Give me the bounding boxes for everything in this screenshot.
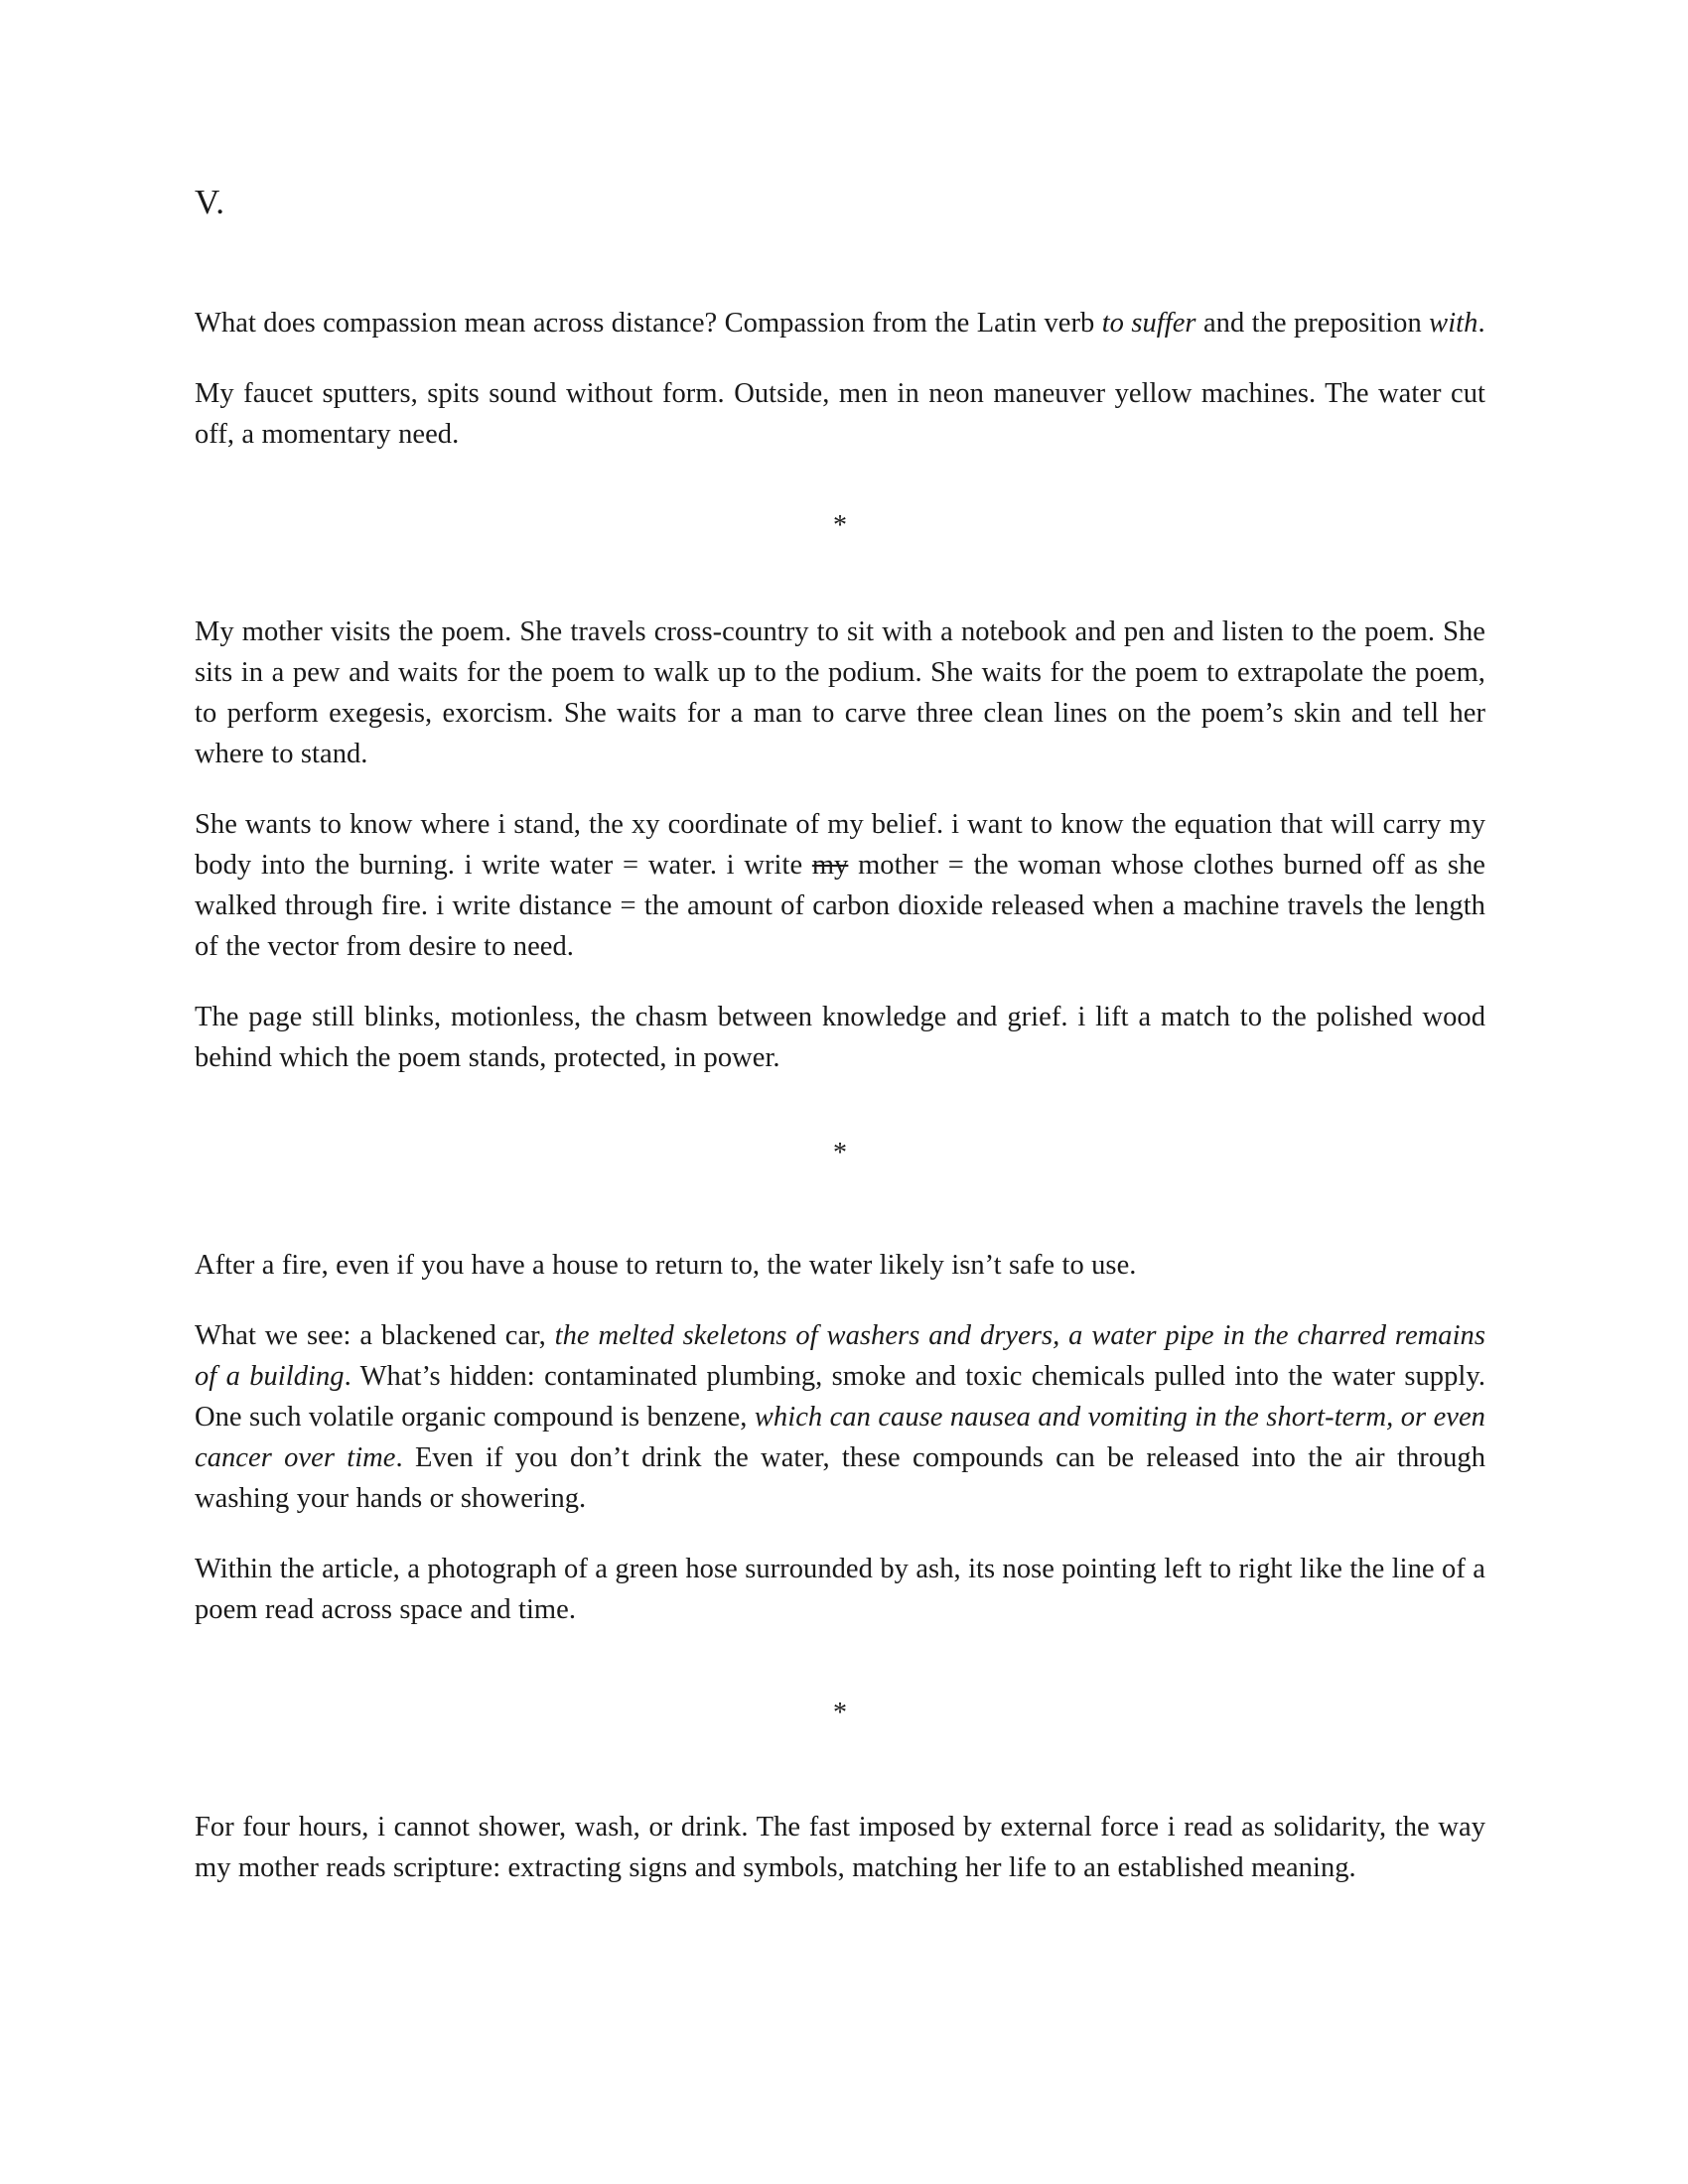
text-run: The page still blinks, motionless, the chasm between knowledge and grief. i lift a match to the polished wood behind which the poem stands, protected, in power. [195, 1002, 1485, 1073]
section-separator-3: * [833, 1698, 847, 1728]
emphasis-run: to suffer [1101, 308, 1196, 339]
emphasis-run: which can cause nausea and vomiting in the short-term, or even cancer over time [195, 1402, 1485, 1473]
text-run: . [1477, 308, 1485, 339]
paragraph-after-fire [195, 1245, 1485, 1286]
text-run: For four hours, i cannot shower, wash, or drink. The fast imposed by external force i read as solidarity, the way my mother reads scripture: extracting signs and symbols, matching her life to an established meaning. [195, 1812, 1485, 1883]
text-block-4 [195, 1807, 1485, 1888]
text-run: Within the article, a photograph of a green hose surrounded by ash, its nose pointing left to right like the line of a poem read across space and time. [195, 1554, 1485, 1625]
paragraph-page-blinks [195, 997, 1485, 1078]
text-run: What we see: a blackened car, [195, 1320, 555, 1351]
text-run: . Even if you don’t drink the water, these compounds can be released into the air through washing your hands or showering. [195, 1442, 1485, 1514]
paragraph-green-hose [195, 1549, 1485, 1630]
struck-through-run: my [811, 850, 849, 881]
text-run: After a fire, even if you have a house to return to, the water likely isn’t safe to use. [195, 1250, 1137, 1281]
text-block-3 [195, 1245, 1485, 1630]
paragraph-faucet [195, 373, 1485, 455]
paragraph-four-hours [195, 1807, 1485, 1888]
text-run: My mother visits the poem. She travels cross-country to sit with a notebook and pen and listen to the poem. She sits in a pew and waits for the poem to walk up to the podium. She waits for the poem to extrapolate the poem, to perform exegesis, exorcism. She waits for a man to carve three clean lines on the poem’s skin and tell her where to stand. [195, 616, 1485, 769]
section-separator-2: * [833, 1138, 847, 1168]
section-number-heading: V. [195, 183, 225, 221]
document-body [195, 185, 1485, 1888]
text-run: What does compassion mean across distance? Compassion from the Latin verb [195, 308, 1102, 339]
paragraph-compassion [195, 303, 1485, 343]
paragraph-mother-visits [195, 612, 1485, 774]
text-block-2 [195, 612, 1485, 1078]
emphasis-run: the melted skeletons of washers and dryers, a water pipe in the charred remains of a building [195, 1320, 1485, 1392]
emphasis-run: with [1429, 308, 1478, 339]
text-block-1 [195, 303, 1485, 455]
section-separator-1: * [833, 510, 847, 541]
text-run: mother = the woman whose clothes burned off as she walked through fire. i write distance = the amount of carbon dioxide released when a machine travels the length of the vector from desire to need. [195, 850, 1485, 962]
text-run: and the preposition [1196, 308, 1430, 339]
text-run: . What’s hidden: contaminated plumbing, smoke and toxic chemicals pulled into the water supply. One such volatile organic compound is benzene, [195, 1361, 1485, 1433]
text-run: My faucet sputters, spits sound without form. Outside, men in neon maneuver yellow machines. The water cut off, a momentary need. [195, 378, 1485, 450]
text-run: She wants to know where i stand, the xy coordinate of my belief. i want to know the equation that will carry my body into the burning. i write water = water. i write [195, 809, 1485, 881]
paragraph-xy-coordinate [195, 804, 1485, 967]
paragraph-what-we-see [195, 1315, 1485, 1519]
